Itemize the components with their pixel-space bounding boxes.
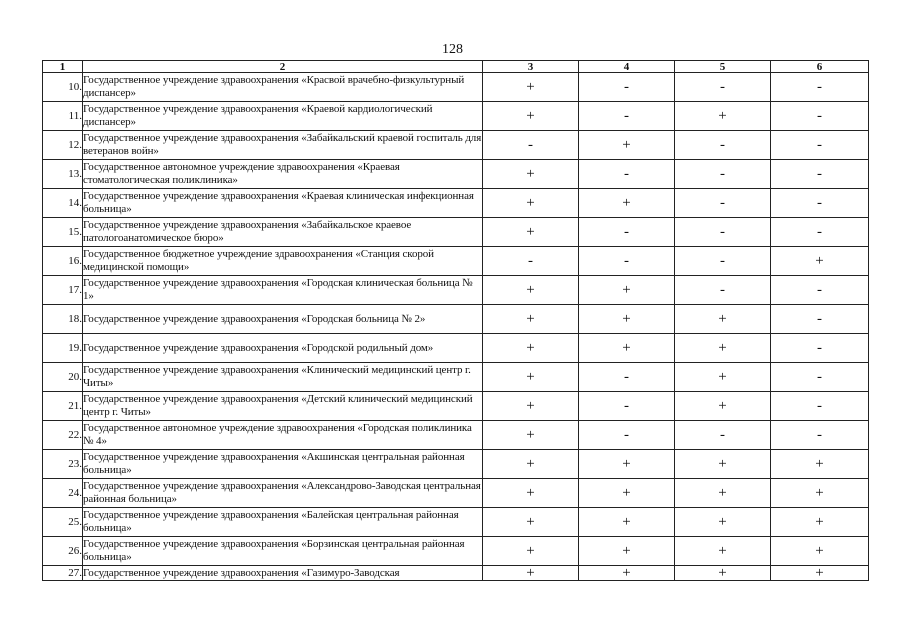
table-row	[43, 508, 869, 537]
mark-col-4: +	[579, 305, 675, 334]
mark-col-5: +	[675, 102, 771, 131]
mark-col-5: -	[675, 73, 771, 102]
institutions-table	[42, 60, 869, 581]
header-cell-2: 2	[83, 61, 483, 73]
mark-col-6: -	[771, 421, 869, 450]
table-row	[43, 392, 869, 421]
mark-col-5: -	[675, 421, 771, 450]
mark-col-5: -	[675, 247, 771, 276]
table-row	[43, 73, 869, 102]
mark-col-4: +	[579, 537, 675, 566]
row-number: 23.	[43, 450, 83, 479]
institution-name: Государственное автономное учреждение здравоохранения «Городская поликлиника № 4»	[83, 421, 483, 450]
mark-col-6: -	[771, 392, 869, 421]
mark-col-6: -	[771, 334, 869, 363]
row-number: 22.	[43, 421, 83, 450]
mark-col-6: -	[771, 276, 869, 305]
header-cell-4: 4	[579, 61, 675, 73]
mark-col-4: -	[579, 218, 675, 247]
institution-name: Государственное учреждение здравоохранения «Городская клиническая больница № 1»	[83, 276, 483, 305]
header-cell-3: 3	[483, 61, 579, 73]
mark-col-3: +	[483, 189, 579, 218]
mark-col-6: -	[771, 131, 869, 160]
mark-col-3: +	[483, 508, 579, 537]
table-row	[43, 334, 869, 363]
institution-name: Государственное учреждение здравоохранения «Борзинская центральная районная больница»	[83, 537, 483, 566]
header-cell-5: 5	[675, 61, 771, 73]
row-number: 20.	[43, 363, 83, 392]
institution-name: Государственное учреждение здравоохранения «Забайкальский краевой госпиталь для ветеранов войн»	[83, 131, 483, 160]
mark-col-6: -	[771, 102, 869, 131]
institution-name: Государственное учреждение здравоохранения «Детский клинический медицинский центр г. Читы»	[83, 392, 483, 421]
mark-col-4: +	[579, 131, 675, 160]
institution-name: Государственное учреждение здравоохранения «Краевая клиническая инфекционная больница»	[83, 189, 483, 218]
table-row	[43, 363, 869, 392]
mark-col-5: -	[675, 131, 771, 160]
mark-col-6: -	[771, 363, 869, 392]
mark-col-5: +	[675, 305, 771, 334]
mark-col-5: -	[675, 160, 771, 189]
mark-col-3: +	[483, 392, 579, 421]
mark-col-4: -	[579, 363, 675, 392]
row-number: 13.	[43, 160, 83, 189]
institution-name: Государственное учреждение здравоохранения «Акшинская центральная районная больница»	[83, 450, 483, 479]
row-number: 10.	[43, 73, 83, 102]
mark-col-3: +	[483, 363, 579, 392]
mark-col-4: -	[579, 421, 675, 450]
mark-col-3: +	[483, 537, 579, 566]
institution-name: Государственное учреждение здравоохранения «Газимуро-Заводская	[83, 566, 483, 581]
table-row	[43, 421, 869, 450]
mark-col-5: -	[675, 189, 771, 218]
header-row	[43, 61, 869, 73]
mark-col-6: +	[771, 508, 869, 537]
mark-col-5: +	[675, 508, 771, 537]
mark-col-6: +	[771, 247, 869, 276]
mark-col-6: -	[771, 189, 869, 218]
table-row	[43, 276, 869, 305]
table-row	[43, 247, 869, 276]
table-row	[43, 479, 869, 508]
table-body	[43, 73, 869, 581]
mark-col-5: +	[675, 334, 771, 363]
mark-col-3: +	[483, 566, 579, 581]
mark-col-6: +	[771, 566, 869, 581]
table-row	[43, 189, 869, 218]
institution-name: Государственное учреждение здравоохранения «Красвой врачебно-физкультурный диспансер»	[83, 73, 483, 102]
mark-col-4: -	[579, 102, 675, 131]
table-row	[43, 537, 869, 566]
institution-name: Государственное учреждение здравоохранения «Городская больница № 2»	[83, 305, 483, 334]
mark-col-5: +	[675, 537, 771, 566]
mark-col-6: -	[771, 73, 869, 102]
row-number: 26.	[43, 537, 83, 566]
row-number: 17.	[43, 276, 83, 305]
mark-col-4: -	[579, 392, 675, 421]
mark-col-4: +	[579, 566, 675, 581]
page-number: 128	[442, 42, 463, 57]
mark-col-6: -	[771, 218, 869, 247]
mark-col-5: +	[675, 566, 771, 581]
mark-col-5: +	[675, 450, 771, 479]
row-number: 19.	[43, 334, 83, 363]
mark-col-4: +	[579, 479, 675, 508]
mark-col-3: -	[483, 131, 579, 160]
mark-col-3: +	[483, 73, 579, 102]
mark-col-3: +	[483, 334, 579, 363]
table-row	[43, 102, 869, 131]
table-row	[43, 450, 869, 479]
table-row	[43, 305, 869, 334]
mark-col-3: +	[483, 276, 579, 305]
table-row	[43, 566, 869, 581]
mark-col-4: +	[579, 508, 675, 537]
mark-col-4: -	[579, 160, 675, 189]
mark-col-3: +	[483, 218, 579, 247]
mark-col-3: +	[483, 102, 579, 131]
institution-name: Государственное бюджетное учреждение здравоохранения «Станция скорой медицинской помощи»	[83, 247, 483, 276]
mark-col-4: -	[579, 73, 675, 102]
row-number: 25.	[43, 508, 83, 537]
mark-col-6: -	[771, 305, 869, 334]
header-cell-6: 6	[771, 61, 869, 73]
mark-col-3: +	[483, 479, 579, 508]
institution-name: Государственное учреждение здравоохранения «Краевой кардиологический диспансер»	[83, 102, 483, 131]
mark-col-4: +	[579, 276, 675, 305]
row-number: 18.	[43, 305, 83, 334]
row-number: 11.	[43, 102, 83, 131]
header-cell-1: 1	[43, 61, 83, 73]
mark-col-3: +	[483, 160, 579, 189]
mark-col-5: -	[675, 276, 771, 305]
row-number: 24.	[43, 479, 83, 508]
row-number: 15.	[43, 218, 83, 247]
institution-name: Государственное учреждение здравоохранения «Клинический медицинский центр г. Читы»	[83, 363, 483, 392]
row-number: 21.	[43, 392, 83, 421]
mark-col-4: +	[579, 189, 675, 218]
institution-name: Государственное учреждение здравоохранения «Александрово-Заводская центральная районная больница»	[83, 479, 483, 508]
institution-name: Государственное учреждение здравоохранения «Городской родильный дом»	[83, 334, 483, 363]
mark-col-5: +	[675, 363, 771, 392]
mark-col-5: -	[675, 218, 771, 247]
mark-col-6: -	[771, 160, 869, 189]
mark-col-4: +	[579, 334, 675, 363]
mark-col-6: +	[771, 537, 869, 566]
table-row	[43, 218, 869, 247]
row-number: 14.	[43, 189, 83, 218]
row-number: 12.	[43, 131, 83, 160]
mark-col-4: +	[579, 450, 675, 479]
institution-name: Государственное учреждение здравоохранения «Забайкальское краевое патологоанатомическое бюро»	[83, 218, 483, 247]
mark-col-3: +	[483, 421, 579, 450]
table-row	[43, 160, 869, 189]
mark-col-3: +	[483, 305, 579, 334]
institution-name: Государственное автономное учреждение здравоохранения «Краевая стоматологическая поликлиника»	[83, 160, 483, 189]
mark-col-4: -	[579, 247, 675, 276]
mark-col-5: +	[675, 479, 771, 508]
mark-col-3: +	[483, 450, 579, 479]
mark-col-6: +	[771, 450, 869, 479]
mark-col-6: +	[771, 479, 869, 508]
institution-name: Государственное учреждение здравоохранения «Балейская центральная районная больница»	[83, 508, 483, 537]
row-number: 27.	[43, 566, 83, 581]
row-number: 16.	[43, 247, 83, 276]
table-row	[43, 131, 869, 160]
mark-col-5: +	[675, 392, 771, 421]
mark-col-3: -	[483, 247, 579, 276]
